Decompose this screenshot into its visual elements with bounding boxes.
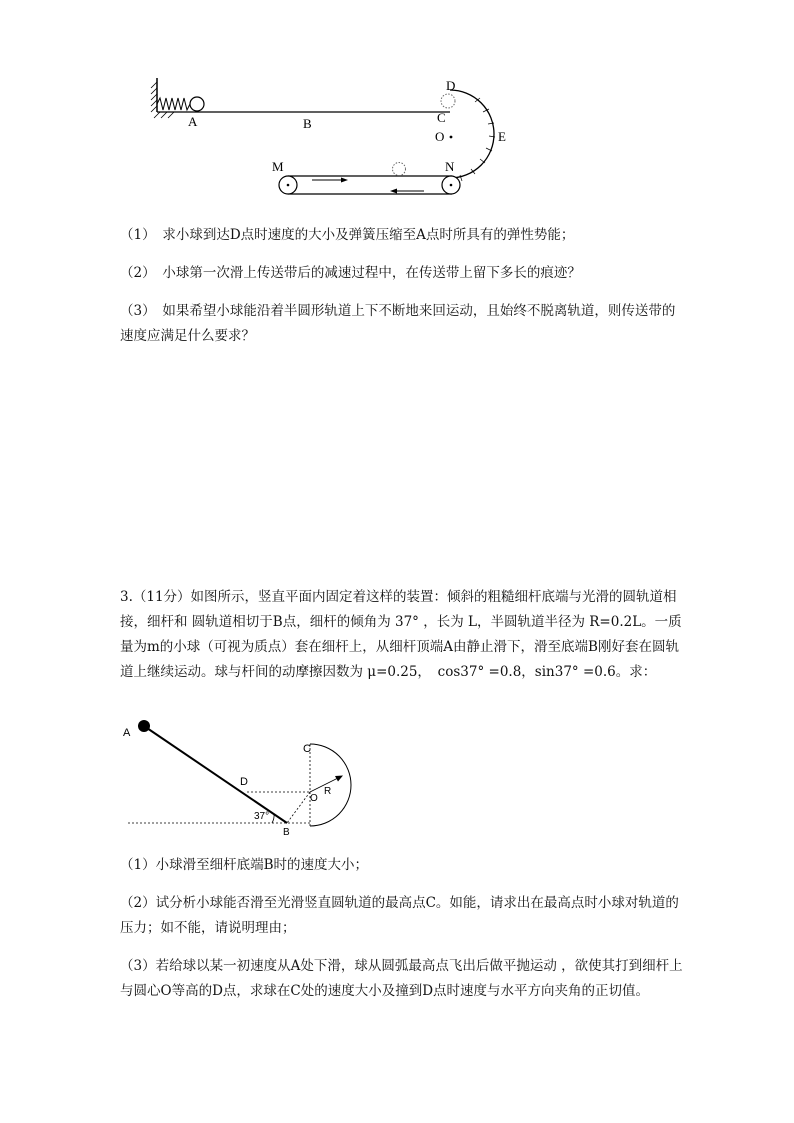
problem2-q3: （3） 如果希望小球能沿着半圆形轨道上下不断地来回运动，且始终不脱离轨道，则传送带的速度应满足什么要求？	[120, 303, 676, 344]
problem3-q1: （1）小球滑至细杆底端B时的速度大小；	[120, 857, 369, 873]
label-d-2: D	[240, 776, 248, 788]
label-o-2: O	[310, 793, 318, 804]
label-o: O	[435, 129, 445, 144]
label-m: M	[272, 159, 284, 174]
figure-incline-semicircle	[120, 712, 370, 837]
label-b: B	[303, 116, 312, 131]
label-d: D	[446, 78, 456, 93]
label-b-2: B	[283, 827, 290, 837]
problem3-q2: （2）试分析小球能否滑至光滑竖直圆轨道的最高点C。如能，请求出在最高点时小球对轨道的压力；如不能，请说明理由；	[120, 895, 679, 936]
label-c: C	[437, 110, 446, 125]
spring	[157, 98, 190, 110]
problem3-q3: （3）若给球以某一初速度从A处下滑，球从圆弧最高点飞出后做平抛运动 ，欲使其打到细杆上与圆心O等高的D点，求球在C处的速度大小及撞到D点时速度与水平方向夹角的正切值。	[120, 958, 683, 999]
inclined-rod	[144, 726, 287, 823]
ball-a-solid	[138, 720, 150, 732]
ball-a	[190, 97, 204, 111]
radius-ob	[287, 792, 310, 823]
ball-dotted-d	[441, 94, 455, 108]
problem2-q1: （1） 求小球到达D点时速度的大小及弹簧压缩至A点时所具有的弹性势能；	[120, 227, 575, 243]
label-c-2: C	[303, 743, 311, 755]
center-o	[450, 136, 453, 139]
belt-arrow-right	[312, 178, 348, 183]
label-a: A	[188, 114, 198, 129]
label-e: E	[498, 129, 506, 144]
ball-dotted-belt	[393, 163, 406, 176]
label-angle-37: 37°	[254, 811, 270, 822]
figure-track-conveyor	[140, 70, 540, 200]
belt-arrow-left	[390, 189, 424, 194]
semicircle-track	[450, 90, 494, 178]
problem3-intro: 3.（11分）如图所示，竖直平面内固定着这样的装置：倾斜的粗糙细杆底端与光滑的圆轨道相接，细杆和 圆轨道相切于B点，细杆的倾角为 37° ，长为 L，半圆轨道半径为 R=0.2L。一质量为m的小球（可视为质点）套在细杆上，从细杆顶端A由静止滑下，滑至底端B刚好套在圆轨道上继续运动。球与杆间的动摩擦因数为 μ=0.25， cos37° =0.8，sin37° =0.6。求：	[120, 589, 682, 680]
semicircle-track-2	[310, 744, 351, 826]
label-r: R	[324, 786, 332, 797]
angle-arc	[272, 814, 274, 823]
label-n: N	[445, 159, 455, 174]
problem2-q2: （2） 小球第一次滑上传送带后的减速过程中，在传送带上留下多长的痕迹？	[120, 265, 581, 281]
label-a-2: A	[123, 727, 131, 739]
wall-hatching	[151, 82, 157, 112]
ground-hatching	[154, 112, 174, 118]
